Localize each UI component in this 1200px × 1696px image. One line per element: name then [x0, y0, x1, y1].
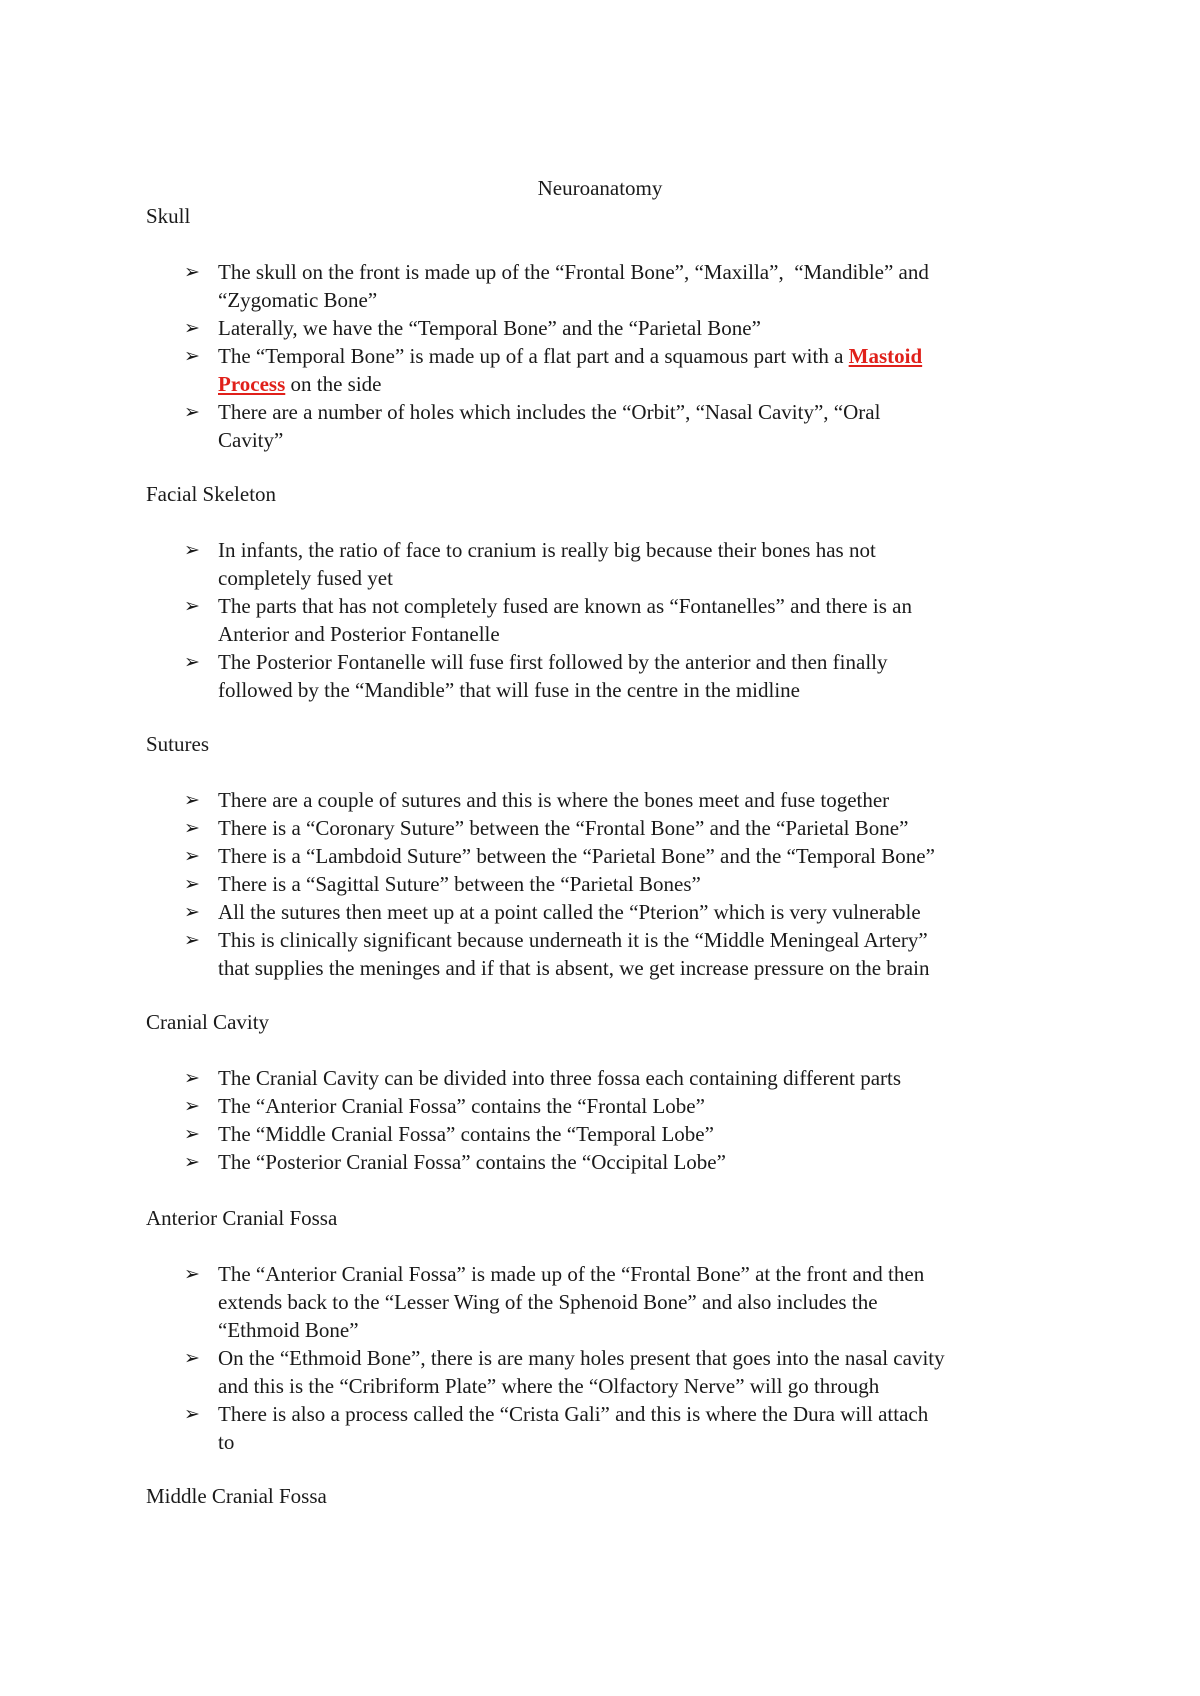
arrowhead-bullet-icon: ➢: [184, 651, 200, 673]
highlighted-term: Mastoid: [848, 344, 923, 368]
list-item-line: Anterior and Posterior Fontanelle: [218, 622, 500, 646]
list-item-line: Laterally, we have the “Temporal Bone” and the “Parietal Bone”: [218, 316, 761, 340]
arrowhead-bullet-icon: ➢: [184, 345, 200, 367]
list-item-line: The “Anterior Cranial Fossa” contains the “Frontal Lobe”: [218, 1094, 705, 1118]
arrowhead-bullet-icon: ➢: [184, 929, 200, 951]
arrowhead-bullet-icon: ➢: [184, 1095, 200, 1117]
list-item-line: and this is the “Cribriform Plate” where the “Olfactory Nerve” will go through: [218, 1374, 880, 1398]
section-heading-cranial-cavity: Cranial Cavity: [146, 1010, 270, 1034]
list-item-line: All the sutures then meet up at a point called the “Pterion” which is very vulnerable: [218, 900, 921, 924]
document-title: Neuroanatomy: [537, 176, 663, 200]
arrowhead-bullet-icon: ➢: [184, 901, 200, 923]
list-item-line: completely fused yet: [218, 566, 393, 590]
list-item-line: In infants, the ratio of face to cranium is really big because their bones has not: [218, 538, 876, 562]
list-item-line: The “Posterior Cranial Fossa” contains the “Occipital Lobe”: [218, 1150, 726, 1174]
list-item-line: There are a couple of sutures and this is where the bones meet and fuse together: [218, 788, 890, 812]
list-item-line: There are a number of holes which includes the “Orbit”, “Nasal Cavity”, “Oral: [218, 400, 881, 424]
arrowhead-bullet-icon: ➢: [184, 1067, 200, 1089]
list-item-line: followed by the “Mandible” that will fuse in the centre in the midline: [218, 678, 801, 702]
arrowhead-bullet-icon: ➢: [184, 1263, 200, 1285]
list-item-text: The “Temporal Bone” is made up of a flat part and a squamous part with a: [218, 344, 849, 368]
list-item-line: “Zygomatic Bone”: [218, 288, 378, 312]
arrowhead-bullet-icon: ➢: [184, 1347, 200, 1369]
list-item-line: that supplies the meninges and if that is absent, we get increase pressure on the brain: [218, 956, 930, 980]
list-item-line: There is also a process called the “Crista Gali” and this is where the Dura will attach: [218, 1402, 929, 1426]
arrowhead-bullet-icon: ➢: [184, 317, 200, 339]
highlighted-term: Process: [218, 372, 286, 396]
list-item-line: The Posterior Fontanelle will fuse first followed by the anterior and then finally: [218, 650, 888, 674]
list-item-line: The “Anterior Cranial Fossa” is made up of the “Frontal Bone” at the front and then: [218, 1262, 925, 1286]
list-item-text: on the side: [285, 372, 382, 396]
arrowhead-bullet-icon: ➢: [184, 845, 200, 867]
list-item-line: The “Middle Cranial Fossa” contains the “Temporal Lobe”: [218, 1122, 714, 1146]
arrowhead-bullet-icon: ➢: [184, 1151, 200, 1173]
list-item-line: extends back to the “Lesser Wing of the Sphenoid Bone” and also includes the: [218, 1290, 878, 1314]
list-item-line: This is clinically significant because underneath it is the “Middle Meningeal Artery”: [218, 928, 928, 952]
section-heading-anterior-cranial-fossa: Anterior Cranial Fossa: [146, 1206, 338, 1230]
arrowhead-bullet-icon: ➢: [184, 261, 200, 283]
list-item-line: The Cranial Cavity can be divided into three fossa each containing different parts: [218, 1066, 902, 1090]
arrowhead-bullet-icon: ➢: [184, 1123, 200, 1145]
list-item-line: to: [218, 1430, 235, 1454]
arrowhead-bullet-icon: ➢: [184, 595, 200, 617]
list-item-line: Cavity”: [218, 428, 284, 452]
list-item-line: There is a “Lambdoid Suture” between the “Parietal Bone” and the “Temporal Bone”: [218, 844, 935, 868]
arrowhead-bullet-icon: ➢: [184, 817, 200, 839]
list-item-line: The parts that has not completely fused are known as “Fontanelles” and there is an: [218, 594, 912, 618]
list-item-line: The skull on the front is made up of the “Frontal Bone”, “Maxilla”, “Mandible” and: [218, 260, 929, 284]
arrowhead-bullet-icon: ➢: [184, 789, 200, 811]
list-item-line: On the “Ethmoid Bone”, there is are many holes present that goes into the nasal cavity: [218, 1346, 945, 1370]
section-heading-middle-cranial-fossa: Middle Cranial Fossa: [146, 1484, 327, 1508]
section-heading-skull: Skull: [146, 204, 191, 228]
arrowhead-bullet-icon: ➢: [184, 539, 200, 561]
arrowhead-bullet-icon: ➢: [184, 1403, 200, 1425]
list-item-line: There is a “Coronary Suture” between the “Frontal Bone” and the “Parietal Bone”: [218, 816, 909, 840]
list-item-line: There is a “Sagittal Suture” between the “Parietal Bones”: [218, 872, 701, 896]
section-heading-sutures: Sutures: [146, 732, 209, 756]
section-heading-facial-skeleton: Facial Skeleton: [146, 482, 277, 506]
list-item-line: “Ethmoid Bone”: [218, 1318, 359, 1342]
arrowhead-bullet-icon: ➢: [184, 873, 200, 895]
arrowhead-bullet-icon: ➢: [184, 401, 200, 423]
